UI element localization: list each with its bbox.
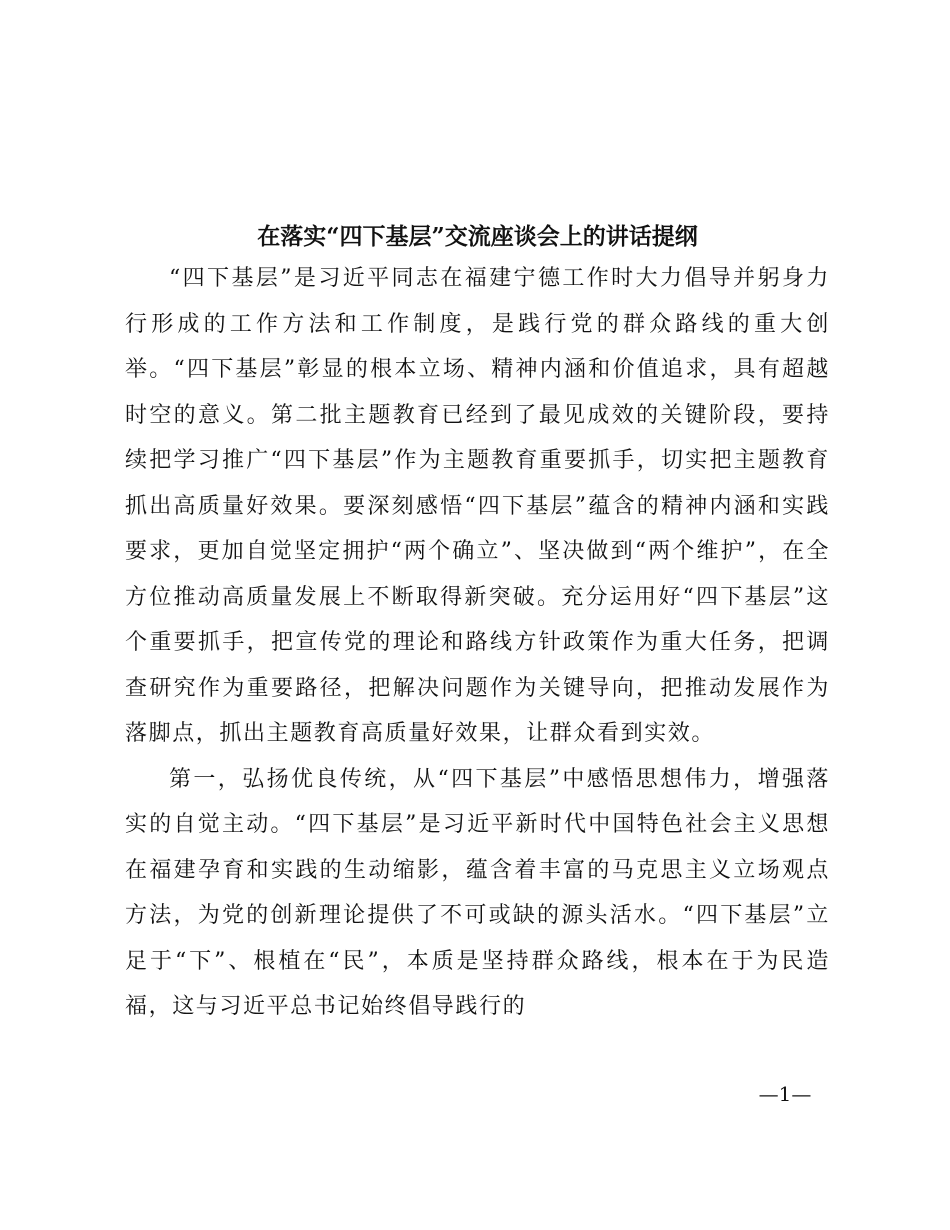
paragraph-intro: “四下基层”是习近平同志在福建宁德工作时大力倡导并躬身力行形成的工作方法和工作制度，是践行党的群众路线的重大创举。“四下基层”彰显的根本立场、精神内涵和价值追求，具有超越时空的意义。第二批主题教育已经到了最见成效的关键阶段，要持续把学习推广“四下基层”作为主题教育重要抓手，切实把主题教育抓出高质量好效果。要深刻感悟“四下基层”蕴含的精神内涵和实践要求，更加自觉坚定拥护“两个确立”、坚决做到“两个维护”，在全方位推动高质量发展上不断取得新突破。充分运用好“四下基层”这个重要抓手，把宣传党的理论和路线方针政策作为重大任务，把调查研究作为重要路径，把解决问题作为关键导向，把推动发展作为落脚点，抓出主题教育高质量好效果，让群众看到实效。: [125, 266, 830, 746]
paragraph-first-point: 第一，弘扬优良传统，从“四下基层”中感悟思想伟力，增强落实的自觉主动。“四下基层”是习近平新时代中国特色社会主义思想在福建孕育和实践的生动缩影，蕴含着丰富的马克思主义立场观点方法，为党的创新理论提供了不可或缺的源头活水。“四下基层”立足于“下”、根植在“民”，本质是坚持群众路线，根本在于为民造福，这与习近平总书记始终倡导践行的: [125, 766, 830, 1019]
page-number: —1—: [758, 1082, 812, 1106]
document-body: [125, 256, 830, 1030]
document-title: 在落实“四下基层”交流座谈会上的讲话提纲: [257, 223, 698, 250]
